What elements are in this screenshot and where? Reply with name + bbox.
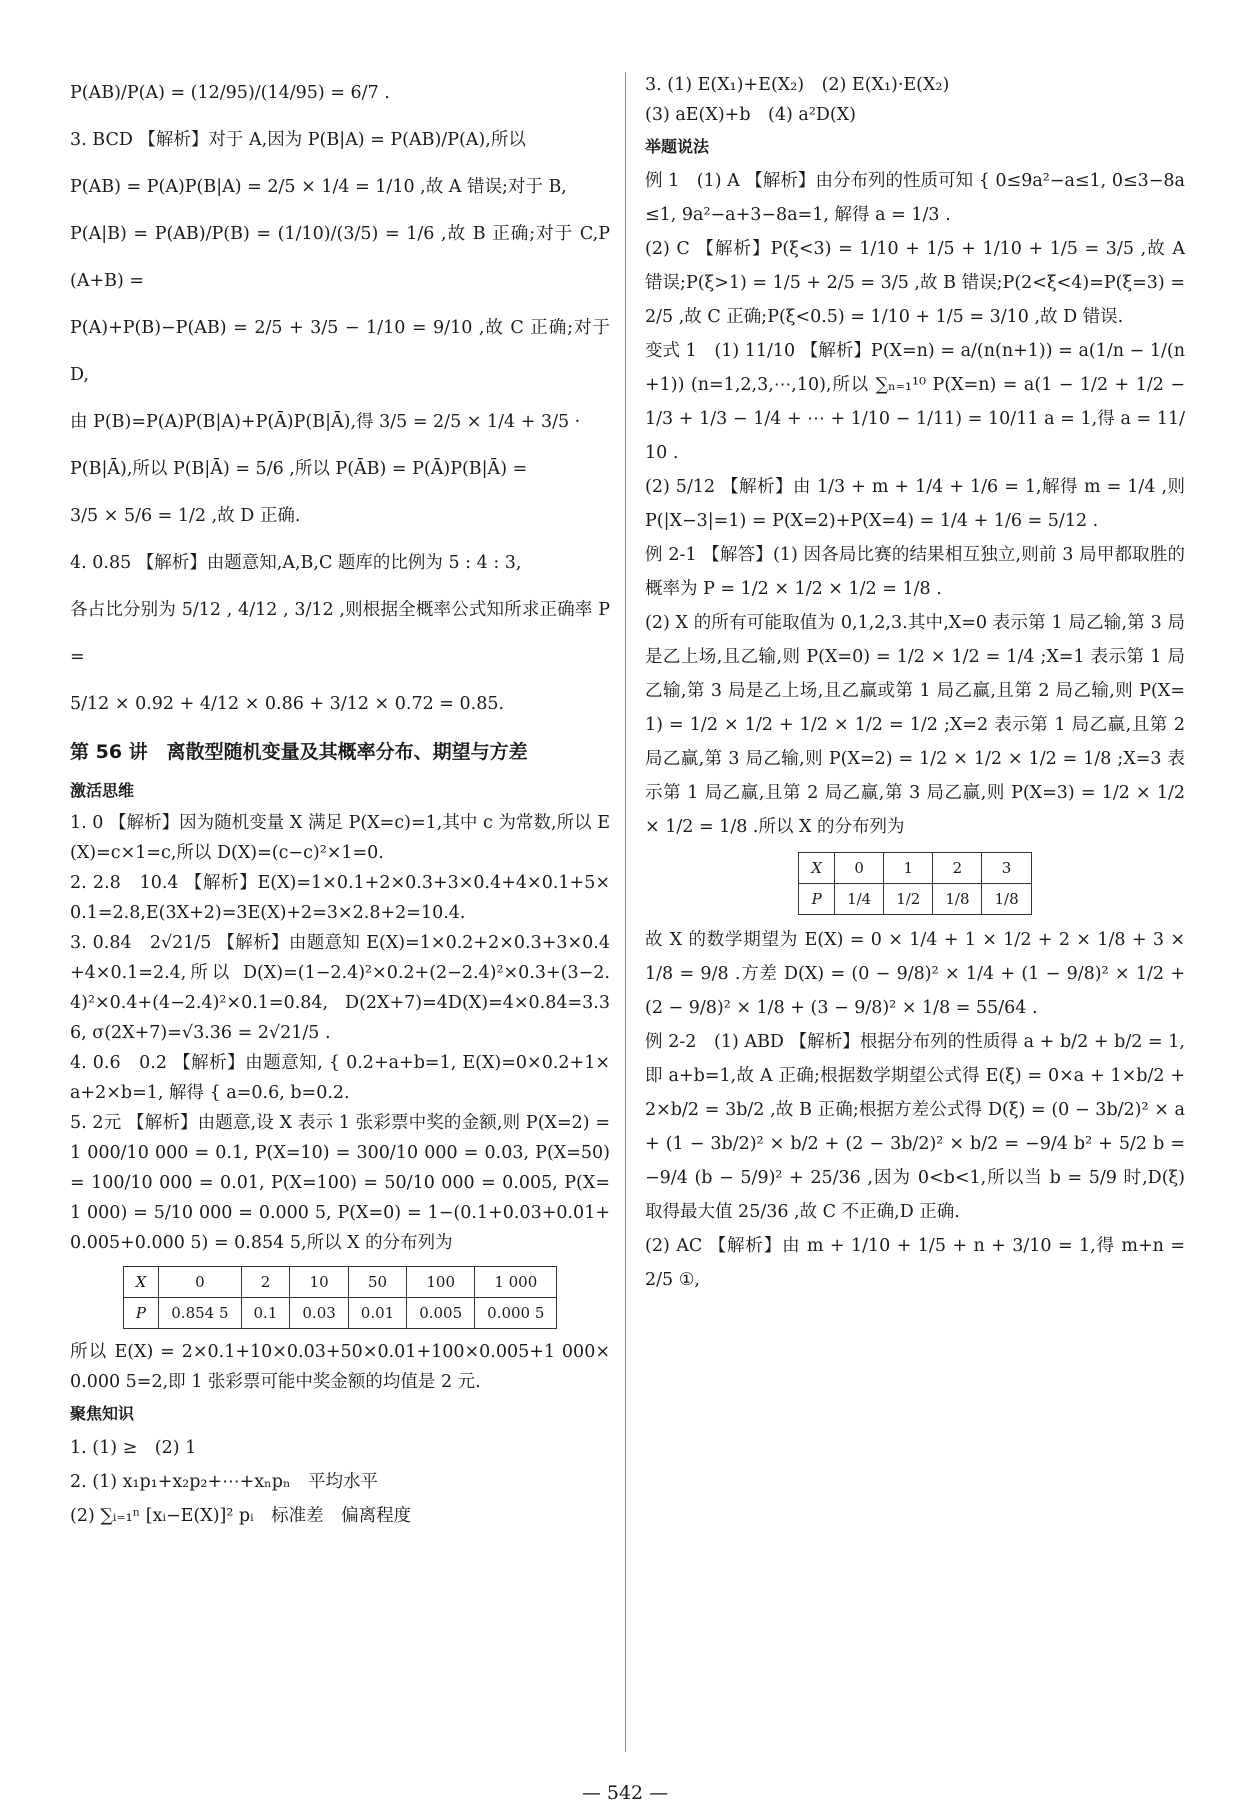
paragraph: 4. 0.6 0.2 【解析】由题意知, { 0.2+a+b=1, E(X)=0×0.2+1×a+2×b=1, 解得 { a=0.6, b=0.2. (70, 1053, 610, 1103)
section-heading: 聚焦知识 (70, 1404, 135, 1423)
paragraph: (2) ∑ᵢ₌₁ⁿ [xᵢ−E(X)]² pᵢ 标准差 偏离程度 (70, 1506, 412, 1526)
table-cell: 1/8 (933, 884, 982, 915)
paragraph: 变式 1 (1) 11/10 【解析】P(X=n) = a/(n(n+1)) = a(1/n − 1/(n+1)) (n=1,2,3,⋯,10),所以 ∑ₙ₌₁¹⁰ P(X=n) = a(1 − 1/2 + 1/2 − 1/3 + 1/3 − 1/4 + ⋯ + 1/10 − 1/11) = 10/11 a = 1,得 a = 11/10 . (645, 341, 1185, 463)
paragraph: 2. 2.8 10.4 【解析】E(X)=1×0.1+2×0.3+3×0.4+4×0.1+5×0.1=2.8,E(3X+2)=3E(X)+2=3×2.8+2=10.4. (70, 873, 610, 923)
paragraph: 各占比分别为 5/12 , 4/12 , 3/12 ,则根据全概率公式知所求正确率 P = (70, 600, 610, 667)
paragraph: (2) X 的所有可能取值为 0,1,2,3.其中,X=0 表示第 1 局乙输,第 3 局是乙上场,且乙输,则 P(X=0) = 1/2 × 1/2 = 1/4 ;X=1 表示第 1 局乙输,第 3 局是乙上场,且乙赢或第 1 局乙赢,且第 2 局乙输,则 P(X=1) = 1/2 × 1/2 + 1/2 × 1/2 = 1/2 ;X=2 表示第 1 局乙赢,且第 2 局乙赢,第 3 局乙输,则 P(X=2) = 1/2 × 1/2 × 1/2 = 1/8 ;X=3 表示第 1 局乙赢,且第 2 局乙赢,第 3 局乙赢,则 P(X=3) = 1/2 × 1/2 × 1/2 = 1/8 .所以 X 的分布列为 (645, 613, 1185, 837)
right-column (645, 70, 1185, 1297)
paragraph: (3) aE(X)+b (4) a²D(X) (645, 105, 856, 125)
table-cell: 0.01 (348, 1298, 406, 1329)
table-cell: 2 (241, 1267, 290, 1298)
table-cell: 0.005 (407, 1298, 475, 1329)
section-heading: 激活思维 (70, 781, 135, 800)
table-cell: 0 (835, 853, 884, 884)
table-cell: 100 (407, 1267, 475, 1298)
paragraph: P(A)+P(B)−P(AB) = 2/5 + 3/5 − 1/10 = 9/10 ,故 C 正确;对于 D, (70, 318, 610, 385)
table-cell: 0.854 5 (159, 1298, 241, 1329)
paragraph: (2) C 【解析】P(ξ<3) = 1/10 + 1/5 + 1/10 + 1/5 = 3/5 ,故 A 错误;P(ξ>1) = 1/5 + 2/5 = 3/5 ,故 B 错误;P(2<ξ<4)=P(ξ=3) = 2/5 ,故 C 正确;P(ξ<0.5) = 1/10 + 1/5 = 3/10 ,故 D 错误. (645, 239, 1185, 327)
table-cell: 1 (884, 853, 933, 884)
paragraph: (2) 5/12 【解析】由 1/3 + m + 1/4 + 1/6 = 1,解得 m = 1/4 ,则 P(|X−3|=1) = P(X=2)+P(X=4) = 1/4 + 1/6 = 5/12 . (645, 477, 1185, 531)
table-cell: 0.03 (290, 1298, 348, 1329)
paragraph: 3. BCD 【解析】对于 A,因为 P(B|A) = P(AB)/P(A),所以 (70, 130, 526, 150)
table-cell: 0.000 5 (475, 1298, 557, 1329)
section-heading: 举题说法 (645, 137, 710, 156)
table-cell: 1 000 (475, 1267, 557, 1298)
paragraph: P(AB) = P(A)P(B|A) = 2/5 × 1/4 = 1/10 ,故 A 错误;对于 B, (70, 177, 567, 197)
table-cell: 3 (982, 853, 1031, 884)
paragraph: 1. (1) ≥ (2) 1 (70, 1438, 197, 1458)
paragraph: 5/12 × 0.92 + 4/12 × 0.86 + 3/12 × 0.72 = 0.85. (70, 694, 505, 714)
left-column (70, 70, 610, 1533)
paragraph: 例 2-1 【解答】(1) 因各局比赛的结果相互独立,则前 3 局甲都取胜的概率为 P = 1/2 × 1/2 × 1/2 = 1/8 . (645, 545, 1185, 599)
x-distribution-table (798, 852, 1031, 915)
paragraph: 1. 0 【解析】因为随机变量 X 满足 P(X=c)=1,其中 c 为常数,所以 E(X)=c×1=c,所以 D(X)=(c−c)²×1=0. (70, 813, 610, 863)
paragraph: 4. 0.85 【解析】由题意知,A,B,C 题库的比例为 5 : 4 : 3, (70, 553, 522, 573)
paragraph: 3. 0.84 2√21/5 【解析】由题意知 E(X)=1×0.2+2×0.3+3×0.4+4×0.1=2.4,所以 D(X)=(1−2.4)²×0.2+(2−2.4)²×0.3+(3−2.4)²×0.4+(4−2.4)²×0.1=0.84, D(2X+7)=4D(X)=4×0.84=3.36, σ(2X+7)=√3.36 = 2√21/5 . (70, 933, 610, 1043)
table-cell: 2 (933, 853, 982, 884)
table-header-cell: P (123, 1298, 159, 1329)
table-cell: 10 (290, 1267, 348, 1298)
paragraph: P(A|B) = P(AB)/P(B) = (1/10)/(3/5) = 1/6 ,故 B 正确;对于 C,P(A+B) = (70, 224, 610, 291)
lecture-title: 第 56 讲 离散型随机变量及其概率分布、期望与方差 (70, 741, 528, 763)
page-number: — 542 — (581, 1782, 669, 1804)
table-cell: 0.1 (241, 1298, 290, 1329)
paragraph: 例 2-2 (1) ABD 【解析】根据分布列的性质得 a + b/2 + b/2 = 1,即 a+b=1,故 A 正确;根据数学期望公式得 E(ξ) = 0×a + 1×b/2 + 2×b/2 = 3b/2 ,故 B 正确;根据方差公式得 D(ξ) = (0 − 3b/2)² × a + (1 − 3b/2)² × b/2 + (2 − 3b/2)² × b/2 = −9/4 b² + 5/2 b = −9/4 (b − 5/9)² + 25/36 ,因为 0<b<1,所以当 b = 5/9 时,D(ξ) 取得最大值 25/36 ,故 C 不正确,D 正确. (645, 1032, 1185, 1222)
table-cell: 1/4 (835, 884, 884, 915)
table-cell: 1/8 (982, 884, 1031, 915)
paragraph: P(AB)/P(A) = (12/95)/(14/95) = 6/7 . (70, 83, 390, 103)
paragraph: 故 X 的数学期望为 E(X) = 0 × 1/4 + 1 × 1/2 + 2 × 1/8 + 3 × 1/8 = 9/8 .方差 D(X) = (0 − 9/8)² × 1/4 + (1 − 9/8)² × 1/2 + (2 − 9/8)² × 1/8 + (3 − 9/8)² × 1/8 = 55/64 . (645, 930, 1185, 1018)
table-header-cell: P (799, 884, 835, 915)
paragraph: 由 P(B)=P(A)P(B|A)+P(Ā)P(B|Ā),得 3/5 = 2/5 × 1/4 + 3/5 · (70, 412, 581, 432)
table-cell: 1/2 (884, 884, 933, 915)
column-divider (625, 72, 626, 1752)
paragraph: 2. (1) x₁p₁+x₂p₂+⋯+xₙpₙ 平均水平 (70, 1472, 379, 1492)
paragraph: 3. (1) E(X₁)+E(X₂) (2) E(X₁)·E(X₂) (645, 75, 950, 95)
paragraph: P(B|Ā),所以 P(B|Ā) = 5/6 ,所以 P(ĀB) = P(Ā)P(B|Ā) = (70, 459, 528, 479)
lottery-distribution-table (123, 1266, 558, 1329)
paragraph: 3/5 × 5/6 = 1/2 ,故 D 正确. (70, 506, 301, 526)
table-cell: 50 (348, 1267, 406, 1298)
table-cell: 0 (159, 1267, 241, 1298)
table-header-cell: X (123, 1267, 159, 1298)
paragraph: 例 1 (1) A 【解析】由分布列的性质可知 { 0≤9a²−a≤1, 0≤3−8a≤1, 9a²−a+3−8a=1, 解得 a = 1/3 . (645, 171, 1185, 225)
paragraph: 5. 2元 【解析】由题意,设 X 表示 1 张彩票中奖的金额,则 P(X=2) = 1 000/10 000 = 0.1, P(X=10) = 300/10 000 = 0.03, P(X=50) = 100/10 000 = 0.01, P(X=100) = 50/10 000 = 0.005, P(X=1 000) = 5/10 000 = 0.000 5, P(X=0) = 1−(0.1+0.03+0.01+0.005+0.000 5) = 0.854 5,所以 X 的分布列为 (70, 1113, 610, 1253)
table-header-cell: X (799, 853, 835, 884)
paragraph: (2) AC 【解析】由 m + 1/10 + 1/5 + n + 3/10 = 1,得 m+n = 2/5 ①, (645, 1236, 1185, 1290)
paragraph: 所以 E(X) = 2×0.1+10×0.03+50×0.01+100×0.005+1 000×0.000 5=2,即 1 张彩票可能中奖金额的均值是 2 元. (70, 1342, 610, 1392)
